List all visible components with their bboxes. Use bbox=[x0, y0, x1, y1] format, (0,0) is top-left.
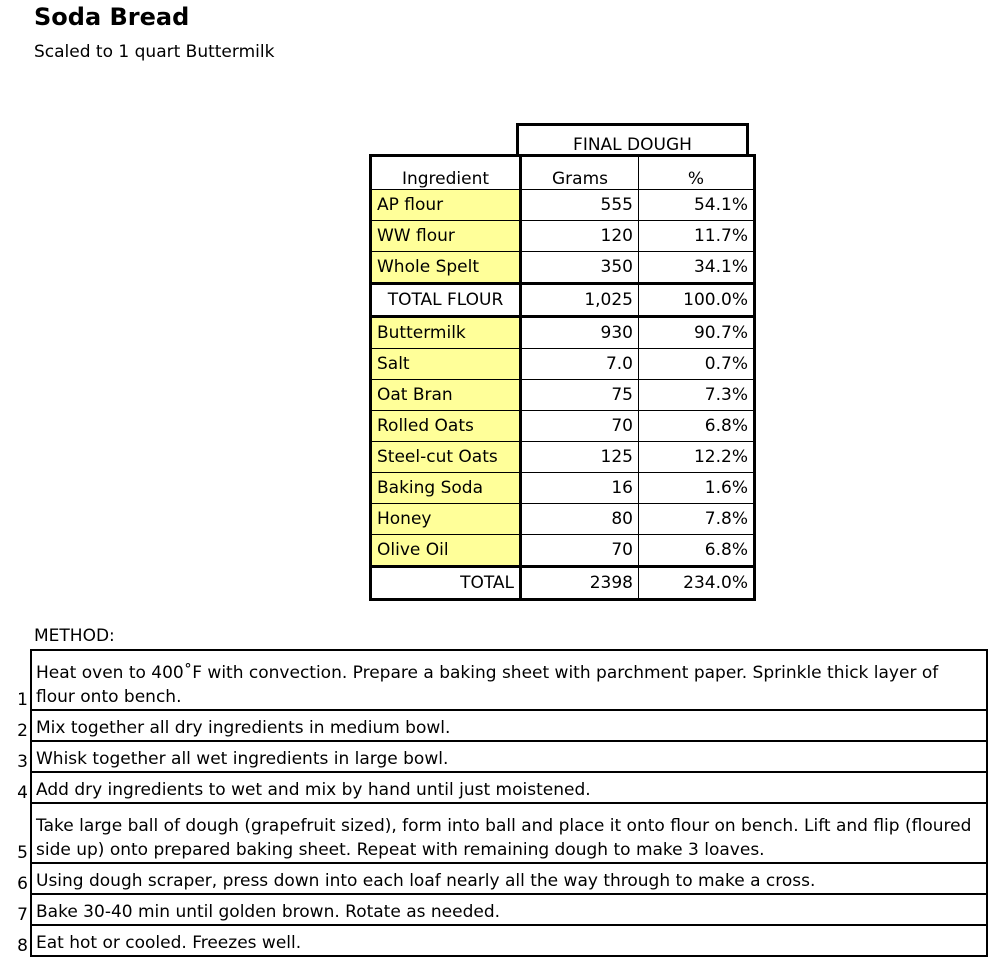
step-number: 3 bbox=[17, 752, 28, 772]
method-step bbox=[8, 772, 987, 803]
step-text: Whisk together all wet ingredients in large bowl. bbox=[31, 741, 987, 772]
ingredient-grams: 930 bbox=[521, 317, 639, 349]
method-step bbox=[8, 925, 987, 956]
ingredient-name: Rolled Oats bbox=[371, 411, 521, 442]
step-number: 2 bbox=[17, 721, 28, 741]
ingredient-percent: 11.7% bbox=[639, 221, 755, 252]
total-row bbox=[371, 567, 755, 600]
ingredient-percent: 1.6% bbox=[639, 473, 755, 504]
ingredient-grams: 350 bbox=[521, 252, 639, 284]
step-text: Add dry ingredients to wet and mix by hand until just moistened. bbox=[31, 772, 987, 803]
ingredient-row bbox=[371, 317, 755, 349]
ingredient-row bbox=[371, 252, 755, 284]
ingredient-grams: 555 bbox=[521, 190, 639, 221]
header-percent: % bbox=[687, 169, 705, 189]
ingredient-row bbox=[371, 349, 755, 380]
method-step bbox=[8, 650, 987, 710]
ingredient-percent: 12.2% bbox=[639, 442, 755, 473]
page-title: Soda Bread bbox=[34, 3, 190, 31]
ingredient-name: Salt bbox=[371, 349, 521, 380]
header-row bbox=[371, 156, 755, 190]
method-step bbox=[8, 863, 987, 894]
step-text: Bake 30-40 min until golden brown. Rotate as needed. bbox=[31, 894, 987, 925]
ingredient-row bbox=[371, 221, 755, 252]
ingredient-name: Oat Bran bbox=[371, 380, 521, 411]
ingredient-name: WW flour bbox=[371, 221, 521, 252]
total-flour-grams: 1,025 bbox=[521, 284, 639, 317]
ingredient-row bbox=[371, 190, 755, 221]
step-number: 5 bbox=[17, 843, 28, 863]
step-text: Using dough scraper, press down into each loaf nearly all the way through to make a cross. bbox=[31, 863, 987, 894]
ingredient-name: Olive Oil bbox=[371, 535, 521, 567]
total-grams: 2398 bbox=[521, 567, 639, 600]
total-flour-label: TOTAL FLOUR bbox=[371, 284, 521, 317]
step-number: 8 bbox=[17, 936, 28, 956]
total-label: TOTAL bbox=[371, 567, 521, 600]
ingredient-grams: 80 bbox=[521, 504, 639, 535]
page-subtitle: Scaled to 1 quart Buttermilk bbox=[34, 42, 275, 62]
ingredient-name: Whole Spelt bbox=[371, 252, 521, 284]
step-number: 6 bbox=[17, 874, 28, 894]
ingredient-percent: 34.1% bbox=[639, 252, 755, 284]
header-ingredient: Ingredient bbox=[371, 156, 521, 190]
ingredient-row bbox=[371, 411, 755, 442]
step-text: Mix together all dry ingredients in medium bowl. bbox=[31, 710, 987, 741]
ingredient-grams: 120 bbox=[521, 221, 639, 252]
ingredient-table bbox=[369, 154, 756, 601]
final-dough-header: FINAL DOUGH bbox=[516, 123, 749, 155]
ingredient-percent: 7.8% bbox=[639, 504, 755, 535]
ingredient-name: Baking Soda bbox=[371, 473, 521, 504]
ingredient-percent: 54.1% bbox=[639, 190, 755, 221]
method-step bbox=[8, 741, 987, 772]
ingredient-grams: 7.0 bbox=[521, 349, 639, 380]
ingredient-grams: 70 bbox=[521, 411, 639, 442]
ingredient-row bbox=[371, 380, 755, 411]
ingredient-row bbox=[371, 442, 755, 473]
step-number: 4 bbox=[17, 783, 28, 803]
total-percent: 234.0% bbox=[639, 567, 755, 600]
method-step bbox=[8, 710, 987, 741]
ingredient-name: Steel-cut Oats bbox=[371, 442, 521, 473]
header-grams: Grams bbox=[521, 156, 639, 190]
total-flour-percent: 100.0% bbox=[639, 284, 755, 317]
ingredient-percent: 7.3% bbox=[639, 380, 755, 411]
ingredient-percent: 6.8% bbox=[639, 411, 755, 442]
ingredient-percent: 6.8% bbox=[639, 535, 755, 567]
step-number: 1 bbox=[17, 690, 28, 710]
method-step bbox=[8, 894, 987, 925]
ingredient-row bbox=[371, 473, 755, 504]
ingredient-percent: 90.7% bbox=[639, 317, 755, 349]
ingredient-row bbox=[371, 535, 755, 567]
method-label: METHOD: bbox=[34, 626, 115, 646]
ingredient-grams: 75 bbox=[521, 380, 639, 411]
step-number: 7 bbox=[17, 905, 28, 925]
step-text: Heat oven to 400˚F with convection. Prepare a baking sheet with parchment paper. Sprinkle thick layer of flour onto bench. bbox=[31, 650, 987, 710]
ingredient-grams: 16 bbox=[521, 473, 639, 504]
ingredient-name: Buttermilk bbox=[371, 317, 521, 349]
ingredient-percent: 0.7% bbox=[639, 349, 755, 380]
step-text: Take large ball of dough (grapefruit sized), form into ball and place it onto flour on bench. Lift and flip (floured side up) onto prepared baking sheet. Repeat with remaining dough to make 3 loaves. bbox=[31, 803, 987, 863]
ingredient-name: Honey bbox=[371, 504, 521, 535]
step-text: Eat hot or cooled. Freezes well. bbox=[31, 925, 987, 956]
total-flour-row bbox=[371, 284, 755, 317]
method-table bbox=[8, 649, 988, 957]
ingredient-grams: 125 bbox=[521, 442, 639, 473]
ingredient-grams: 70 bbox=[521, 535, 639, 567]
ingredient-row bbox=[371, 504, 755, 535]
method-step bbox=[8, 803, 987, 863]
ingredient-name: AP flour bbox=[371, 190, 521, 221]
